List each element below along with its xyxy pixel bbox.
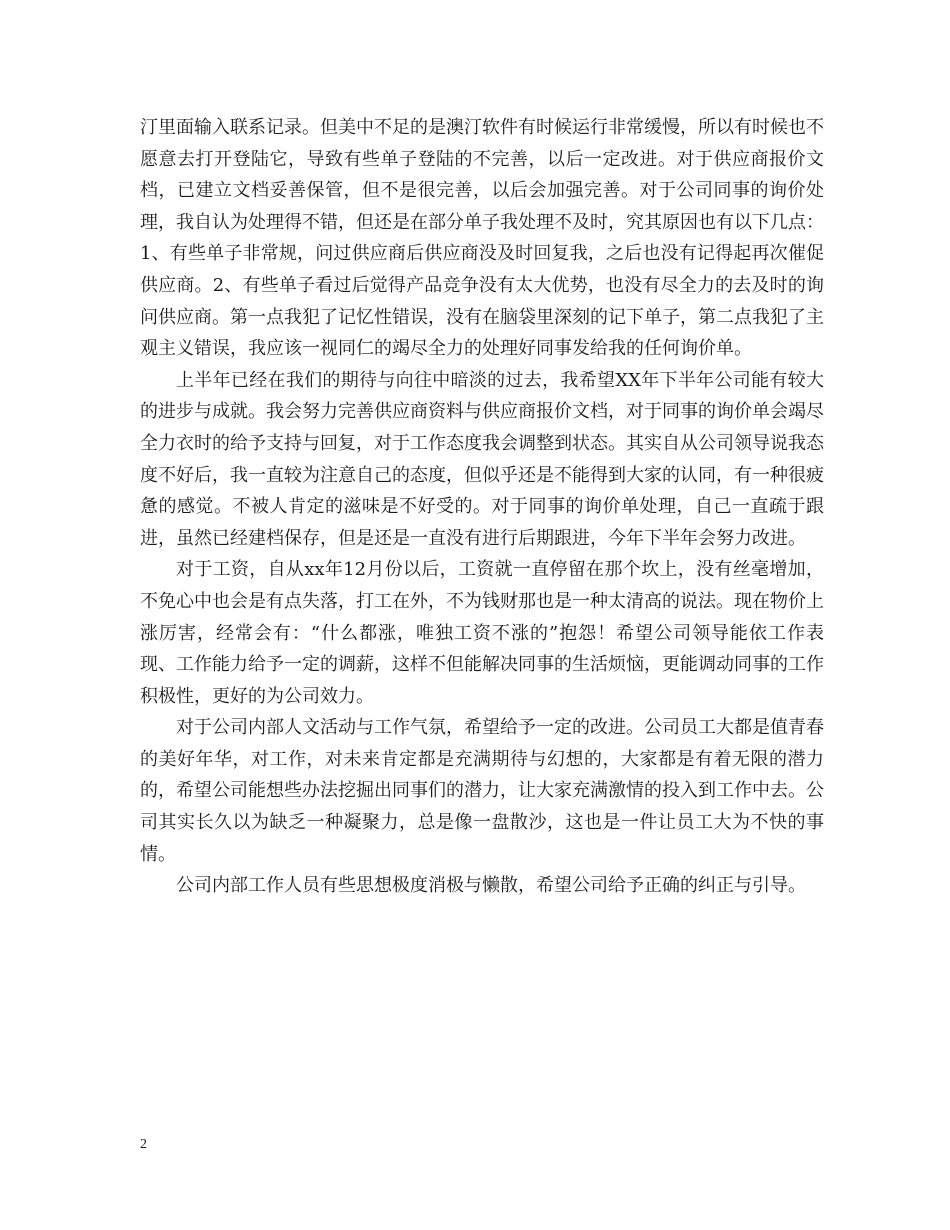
paragraph-company-culture: 对于公司内部人文活动与工作气氛，希望给予一定的改进。公司员工大都是值青春的美好年华，对工作，对未来肯定都是充满期待与幻想的，大家都是有着无限的潜力的，希望公司能想些办法挖掘出同事们的潜力，让大家充满激情的投入到工作中去。公司其实长久以为缺乏一种凝聚力，总是像一盘散沙，这也是一件让员工大为不快的事情。 [140,717,824,865]
paragraph-continuation: 汀里面输入联系记录。但美中不足的是澳汀软件有时候运行非常缓慢，所以有时候也不愿意去打开登陆它，导致有些单子登陆的不完善，以后一定改进。对于供应商报价文档，已建立文档妥善保管，但不是很完善，以后会加强完善。对于公司同事的询价处理，我自认为处理得不错，但还是在部分单子我处理不及时，究其原因也有以下几点：1、有些单子非常规，问过供应商后供应商没及时回复我，之后也没有记得起再次催促供应商。2、有些单子看过后觉得产品竞争没有太大优势，也没有尽全力的去及时的询问供应商。第一点我犯了记忆性错误，没有在脑袋里深刻的记下单子，第二点我犯了主观主义错误，我应该一视同仁的竭尽全力的处理好同事发给我的任何询价单。 [140,117,824,360]
page-number: 2 [140,1137,147,1152]
paragraph-staff-attitude: 公司内部工作人员有些思想极度消极与懒散，希望公司给予正确的纠正与引导。 [176,875,806,897]
paragraph-salary: 对于工资，自从xx年12月份以后，工资就一直停留在那个坎上，没有丝毫增加，不免心中也会是有点失落，打工在外，不为钱财那也是一种太清高的说法。现在物价上涨厉害，经常会有：“什么都涨，唯独工资不涨的”抱怨！希望公司领导能依工作表现、工作能力给予一定的调薪，这样不但能解决同事的生活烦恼，更能调动同事的工作积极性，更好的为公司效力。 [140,559,824,707]
paragraph-second-half-outlook: 上半年已经在我们的期待与向往中暗淡的过去，我希望XX年下半年公司能有较大的进步与成就。我会努力完善供应商资料与供应商报价文档，对于同事的询价单会竭尽全力衣时的给予支持与回复，对于工作态度我会调整到状态。其实自从公司领导说我态度不好后，我一直较为注意自己的态度，但似乎还是不能得到大家的认同，有一种很疲惫的感觉。不被人肯定的滋味是不好受的。对于同事的询价单处理，自己一直疏于跟进，虽然已经建档保存，但是还是一直没有进行后期跟进，今年下半年会努力改进。 [140,369,824,549]
document-body [140,112,824,902]
